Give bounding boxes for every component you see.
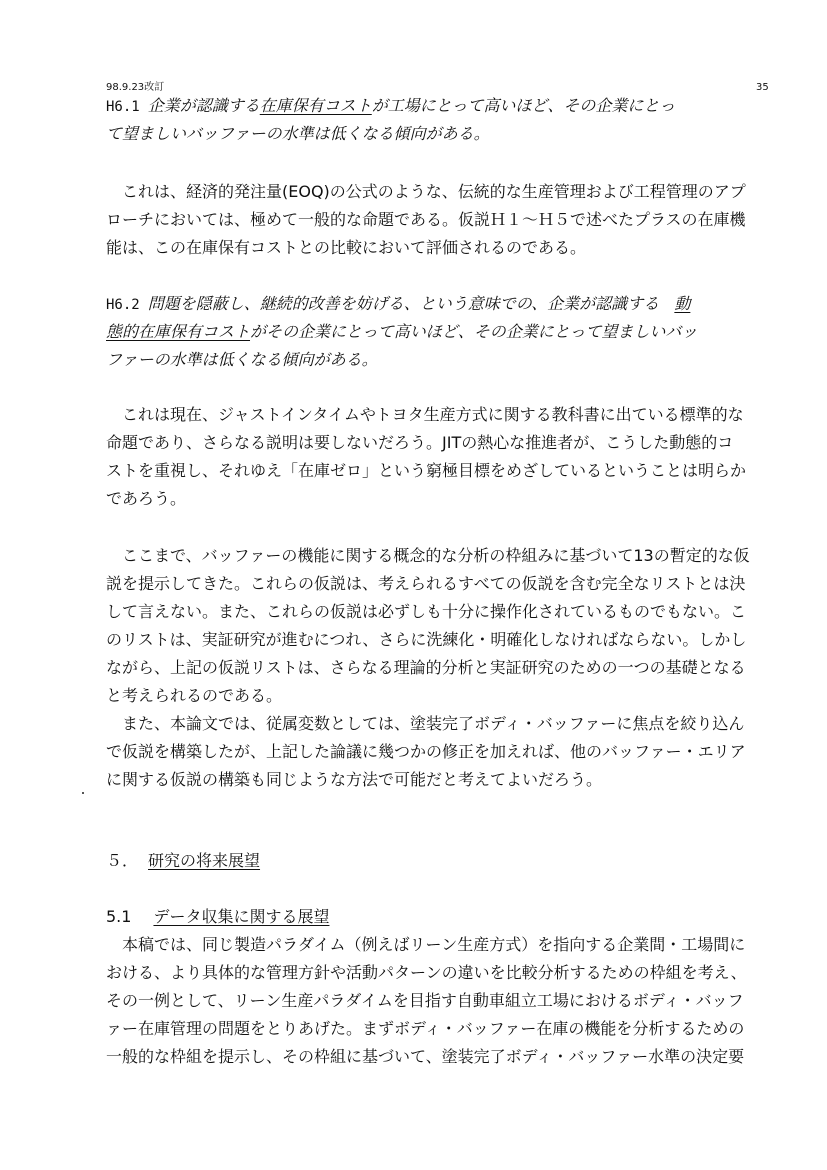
hypothesis-h61-line-2: て望ましいバッファーの水準は低くなる傾向がある。: [106, 124, 490, 143]
paragraph-line: で仮説を構築したが、上記した論議に幾つかの修正を加えれば、他のバッファー・エリア: [106, 742, 746, 761]
paragraph-line: ストを重視し、それゆえ「在庫ゼロ」という窮極目標をめざしているということは明らか: [106, 461, 747, 480]
section-number: 5.1: [106, 907, 132, 926]
revision-date: 98.9.23改訂: [106, 82, 165, 93]
paragraph-line: また、本論文では、従属変数としては、塗装完了ボディ・バッファーに焦点を絞り込ん: [106, 714, 745, 733]
section-5-1-heading: [106, 907, 329, 927]
hypothesis-underlined-term: 動: [674, 294, 691, 313]
section-number: ５．: [106, 851, 139, 870]
paragraph-line: これは、経済的発注量(EOQ)の公式のような、伝統的な生産管理および工程管理のアプ: [106, 182, 746, 201]
paragraph-line: おける、より具体的な管理方針や活動パターンの違いを比較分析するための枠組を考え、: [106, 963, 747, 982]
page-number: 35: [756, 82, 769, 93]
section-title: 研究の将来展望: [148, 851, 261, 870]
hypothesis-underlined-term: 在庫保有コスト: [259, 96, 372, 115]
paragraph-line: 命題であり、さらなる説明は要しないだろう。JITの熱心な推進者が、こうした動態的コ: [106, 433, 734, 452]
section-title: データ収集に関する展望: [153, 907, 330, 926]
hypothesis-underlined-term: 態的在庫保有コスト: [106, 322, 251, 341]
paragraph-line: ここまで、バッファーの機能に関する概念的な分析の枠組みに基づいて13の暫定的な仮: [106, 546, 750, 565]
paragraph-line: 説を提示してきた。これらの仮説は、考えられるすべての仮説を含む完全なリストとは決: [106, 574, 746, 593]
paragraph-line: と考えられるのである。: [106, 686, 283, 705]
scan-speck: [82, 792, 84, 794]
hypothesis-text: が工場にとって高いほど、その企業にとっ: [371, 96, 676, 115]
hypothesis-h62-line-2: [106, 322, 697, 342]
paragraph-line: 能は、この在庫保有コストとの比較において評価されるのである。: [106, 238, 587, 257]
hypothesis-h61-line-1: [106, 96, 675, 117]
hypothesis-label: H6.2: [106, 297, 140, 313]
paragraph-line: であろう。: [106, 489, 187, 508]
paragraph-line: ァー在庫管理の問題をとりあげた。まずボディ・バッファー在庫の機能を分析するための: [106, 1019, 745, 1038]
paragraph-line: 一般的な枠組を提示し、その枠組に基づいて、塗装完了ボディ・バッファー水準の決定要: [106, 1047, 745, 1066]
paragraph-line: これは現在、ジャストインタイムやトヨタ生産方式に関する教科書に出ている標準的な: [106, 405, 744, 424]
paragraph-line: ながら、上記の仮説リストは、さらなる理論的分析と実証研究のための一つの基礎となる: [106, 658, 746, 677]
paragraph-line: 本稿では、同じ製造パラダイム（例えばリーン生産方式）を指向する企業間・工場間に: [106, 935, 746, 954]
paragraph-line: その一例として、リーン生産パラダイムを目指す自動車組立工場におけるボディ・バッフ: [106, 991, 744, 1010]
paragraph-line: して言えない。また、これらの仮説は必ずしも十分に操作化されているものでもない。こ: [106, 602, 747, 621]
hypothesis-label: H6.1: [106, 99, 140, 115]
hypothesis-text: 問題を隠蔽し、継続的改善を妨げる、という意味での、企業が認識する: [147, 294, 660, 313]
hypothesis-h62-line-1: [106, 294, 690, 315]
paragraph-line: ローチにおいては、極めて一般的な命題である。仮説Ｈ１～Ｈ５で述べたプラスの在庫機: [106, 210, 746, 229]
hypothesis-text: がその企業にとって高いほど、その企業にとって望ましいバッ: [250, 322, 698, 341]
hypothesis-h62-line-3: ファーの水準は低くなる傾向がある。: [106, 350, 378, 369]
hypothesis-text: 企業が認識する: [147, 96, 260, 115]
section-5-heading: [106, 851, 260, 871]
paragraph-line: に関する仮説の構築も同じような方法で可能だと考えてよいだろう。: [106, 770, 603, 789]
paragraph-line: のリストは、実証研究が進むにつれ、さらに洗練化・明確化しなければならない。しかし: [106, 630, 747, 649]
